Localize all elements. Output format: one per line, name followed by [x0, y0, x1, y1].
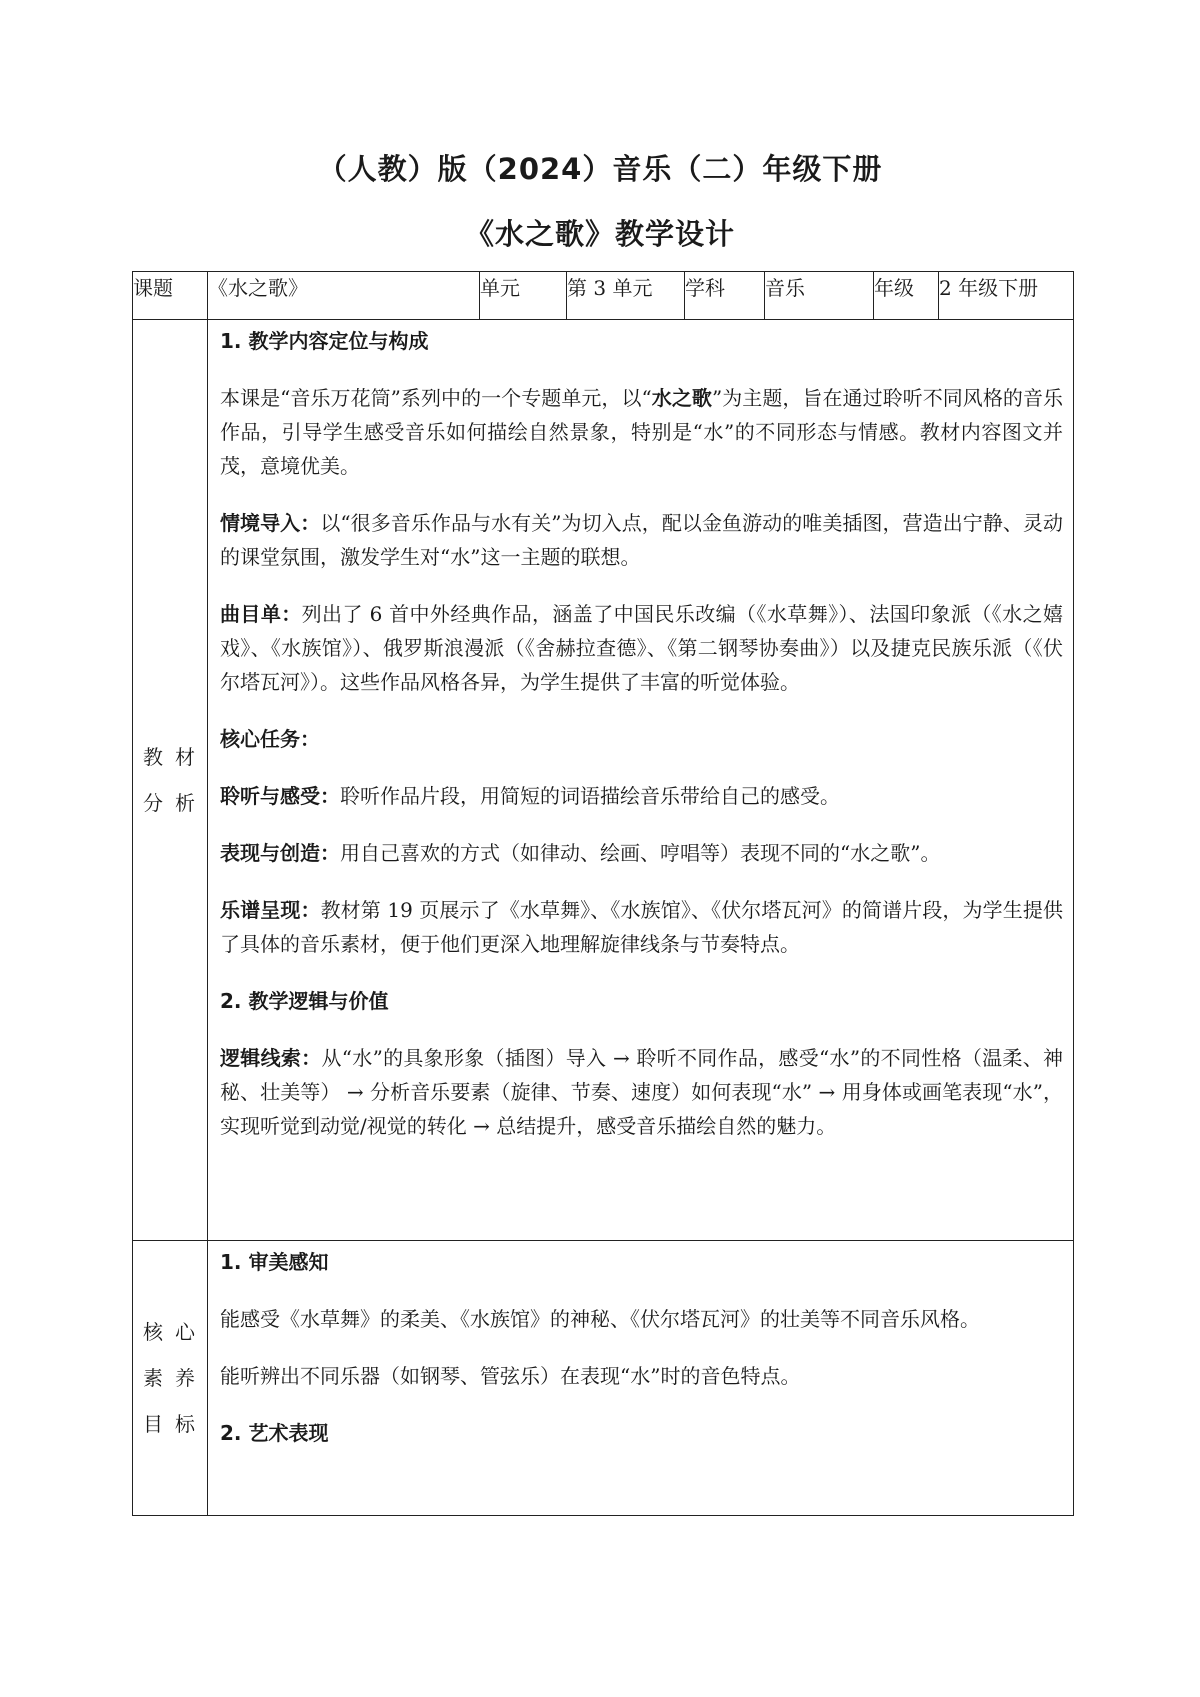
section-heading-artistic-expression: 2. 艺术表现 [220, 1421, 329, 1445]
core-literacy-label-line1: 核心 [143, 1320, 207, 1344]
core-literacy-content [208, 1241, 1074, 1516]
grade-value: 2 年级下册 [939, 272, 1074, 320]
unit-label: 单元 [480, 272, 567, 320]
section-heading-teaching-logic: 2. 教学逻辑与价值 [220, 989, 389, 1013]
perception-item-1: 能感受《水草舞》的柔美、《水族馆》的神秘、《伏尔塔瓦河》的壮美等不同音乐风格。 [220, 1307, 980, 1331]
logic-paragraph: 逻辑线索：从“水”的具象形象（插图）导入 → 聆听不同作品，感受“水”的不同性格（温柔、神秘、壮美等） → 分析音乐要素（旋律、节奏、速度）如何表现“水” → 用身体或画笔表现“水”，实现听觉到动觉/视觉的转化 → 总结提升，感受音乐描绘自然的魅力。 [220, 1046, 1063, 1138]
core-literacy-label [133, 1241, 208, 1516]
repertoire-lead: 曲目单： [220, 602, 302, 626]
topic-label: 课题 [133, 272, 208, 320]
perception-item-2: 能听辨出不同乐器（如钢琴、管弦乐）在表现“水”时的音色特点。 [220, 1364, 801, 1388]
topic-value: 《水之歌》 [208, 272, 480, 320]
score-lead: 乐谱呈现： [220, 898, 321, 922]
repertoire-paragraph: 曲目单：列出了 6 首中外经典作品，涵盖了中国民乐改编（《水草舞》）、法国印象派（《水之嬉戏》、《水族馆》）、俄罗斯浪漫派（《舍赫拉查德》、《第二钢琴协奏曲》）以及捷克民族乐派（《伏尔塔瓦河》）。这些作品风格各异，为学生提供了丰富的听觉体验。 [220, 602, 1063, 694]
lesson-plan-table [132, 271, 1074, 1516]
material-analysis-label-line2: 分析 [143, 791, 207, 815]
document-subtitle: 《水之歌》教学设计 [464, 217, 735, 251]
section-heading-aesthetic-perception: 1. 审美感知 [220, 1250, 329, 1274]
unit-value: 第 3 单元 [567, 272, 685, 320]
situation-lead: 情境导入： [220, 511, 321, 535]
material-analysis-row [133, 320, 1074, 1241]
core-literacy-label-line2: 素养 [143, 1366, 207, 1390]
core-task-lead: 核心任务： [220, 727, 320, 751]
subject-value: 音乐 [765, 272, 874, 320]
intro-bold-theme: 水之歌 [651, 386, 712, 410]
express-lead: 表现与创造： [220, 841, 340, 865]
header-row [133, 272, 1074, 320]
section-heading-content-positioning: 1. 教学内容定位与构成 [220, 329, 429, 353]
situation-paragraph: 情境导入：以“很多音乐作品与水有关”为切入点，配以金鱼游动的唯美插图，营造出宁静、灵动的课堂氛围，激发学生对“水”这一主题的联想。 [220, 511, 1064, 569]
core-task-paragraph [220, 722, 1063, 756]
grade-label: 年级 [874, 272, 939, 320]
material-analysis-label [133, 320, 208, 1241]
listen-lead: 聆听与感受： [220, 784, 340, 808]
express-paragraph: 表现与创造：用自己喜欢的方式（如律动、绘画、哼唱等）表现不同的“水之歌”。 [220, 841, 941, 865]
subject-label: 学科 [685, 272, 765, 320]
intro-paragraph: 本课是“音乐万花筒”系列中的一个专题单元，以“水之歌”为主题，旨在通过聆听不同风格的音乐作品，引导学生感受音乐如何描绘自然景象，特别是“水”的不同形态与情感。教材内容图文并茂，意境优美。 [220, 386, 1063, 478]
score-paragraph: 乐谱呈现：教材第 19 页展示了《水草舞》、《水族馆》、《伏尔塔瓦河》的简谱片段，为学生提供了具体的音乐素材，便于他们更深入地理解旋律线条与节奏特点。 [220, 898, 1063, 956]
core-literacy-row [133, 1241, 1074, 1516]
material-analysis-label-line1: 教材 [143, 745, 207, 769]
material-analysis-content [208, 320, 1074, 1241]
listen-paragraph: 聆听与感受：聆听作品片段，用简短的词语描绘音乐带给自己的感受。 [220, 784, 840, 808]
document-title: （人教）版（2024）音乐（二）年级下册 [317, 152, 883, 186]
logic-lead: 逻辑线索： [220, 1046, 322, 1070]
core-literacy-label-line3: 目标 [143, 1412, 207, 1436]
